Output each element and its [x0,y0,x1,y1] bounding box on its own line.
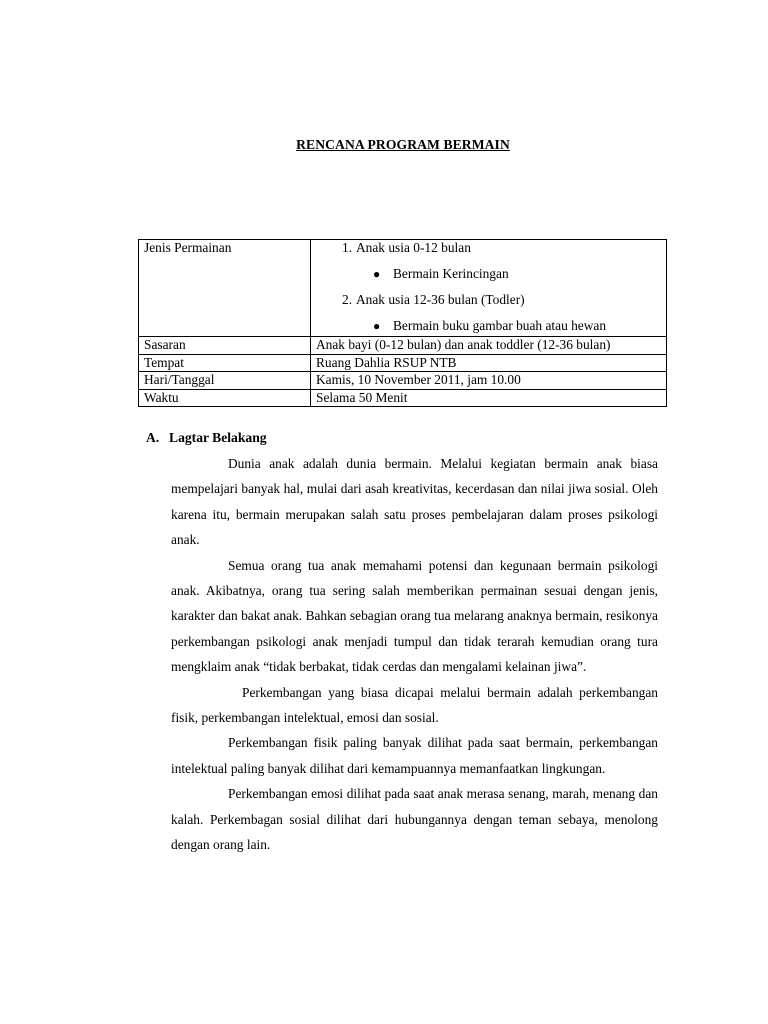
table-value: Ruang Dahlia RSUP NTB [311,354,667,372]
table-label: Hari/Tanggal [139,372,311,390]
program-info-table [138,239,667,407]
list-item-text: Anak usia 0-12 bulan [356,240,471,255]
table-row [139,372,667,390]
paragraph: Perkembangan yang biasa dicapai melalui bermain adalah perkembangan fisik, perkembangan intelektual, emosi dan sosial. [171,684,658,726]
section-body [171,451,658,858]
paragraph: Dunia anak adalah dunia bermain. Melalui kegiatan bermain anak biasa mempelajari banyak hal, mulai dari asah kreativitas, kecerdasan dan nilai jiwa sosial. Oleh karena itu, bermain merupakan salah satu proses pembelajaran dalam proses psikologi anak. [171,456,658,548]
section-letter: A. [146,430,160,445]
table-row [139,240,667,337]
table-row [139,389,667,407]
table-label: Sasaran [139,337,311,355]
list-subitem-text: Bermain buku gambar buah atau hewan [393,318,607,333]
list-subitem-text: Bermain Kerincingan [393,266,509,281]
table-value-jenis [311,240,667,337]
table-label-jenis: Jenis Permainan [139,240,311,337]
table-value: Selama 50 Menit [311,389,667,407]
table-label: Waktu [139,389,311,407]
list-item [316,292,666,318]
table-value: Anak bayi (0-12 bulan) dan anak toddler (12-36 bulan) [311,337,667,355]
section-heading [146,430,267,446]
bullet-icon: ● [373,267,381,281]
document-title: RENCANA PROGRAM BERMAIN [296,137,510,152]
paragraph: Semua orang tua anak memahami potensi dan kegunaan bermain psikologi anak. Akibatnya, orang tua sering salah memberikan permainan sesuai dengan jenis, karakter dan bakat anak. Bahkan sebagian orang tua melarang anaknya bermain, resikonya perkembangan psikologi anak menjadi tumpul dan tidak terarah kemudian orang tura mengklaim anak “tidak berbakat, tidak cerdas dan mengalami kelainan jiwa”. [171,557,658,675]
table-row [139,337,667,355]
list-subitem [316,266,666,292]
list-number: 2. [342,292,353,307]
paragraph: Perkembangan emosi dilihat pada saat anak merasa senang, marah, menang dan kalah. Perkembagan sosial dilihat dari hubungannya dengan teman sebaya, menolong dengan orang lain. [171,786,658,853]
list-number: 1. [342,240,353,255]
section-title: Lagtar Belakang [169,430,267,445]
table-row [139,354,667,372]
table-value: Kamis, 10 November 2011, jam 10.00 [311,372,667,390]
paragraph: Perkembangan fisik paling banyak dilihat pada saat bermain, perkembangan intelektual paling banyak dilihat dari kemampuannya memanfaatkan lingkungan. [171,735,658,776]
table-label: Tempat [139,354,311,372]
bullet-icon: ● [373,319,381,333]
list-item-text: Anak usia 12-36 bulan (Todler) [356,292,525,307]
list-item [316,240,666,266]
list-subitem [316,318,666,336]
